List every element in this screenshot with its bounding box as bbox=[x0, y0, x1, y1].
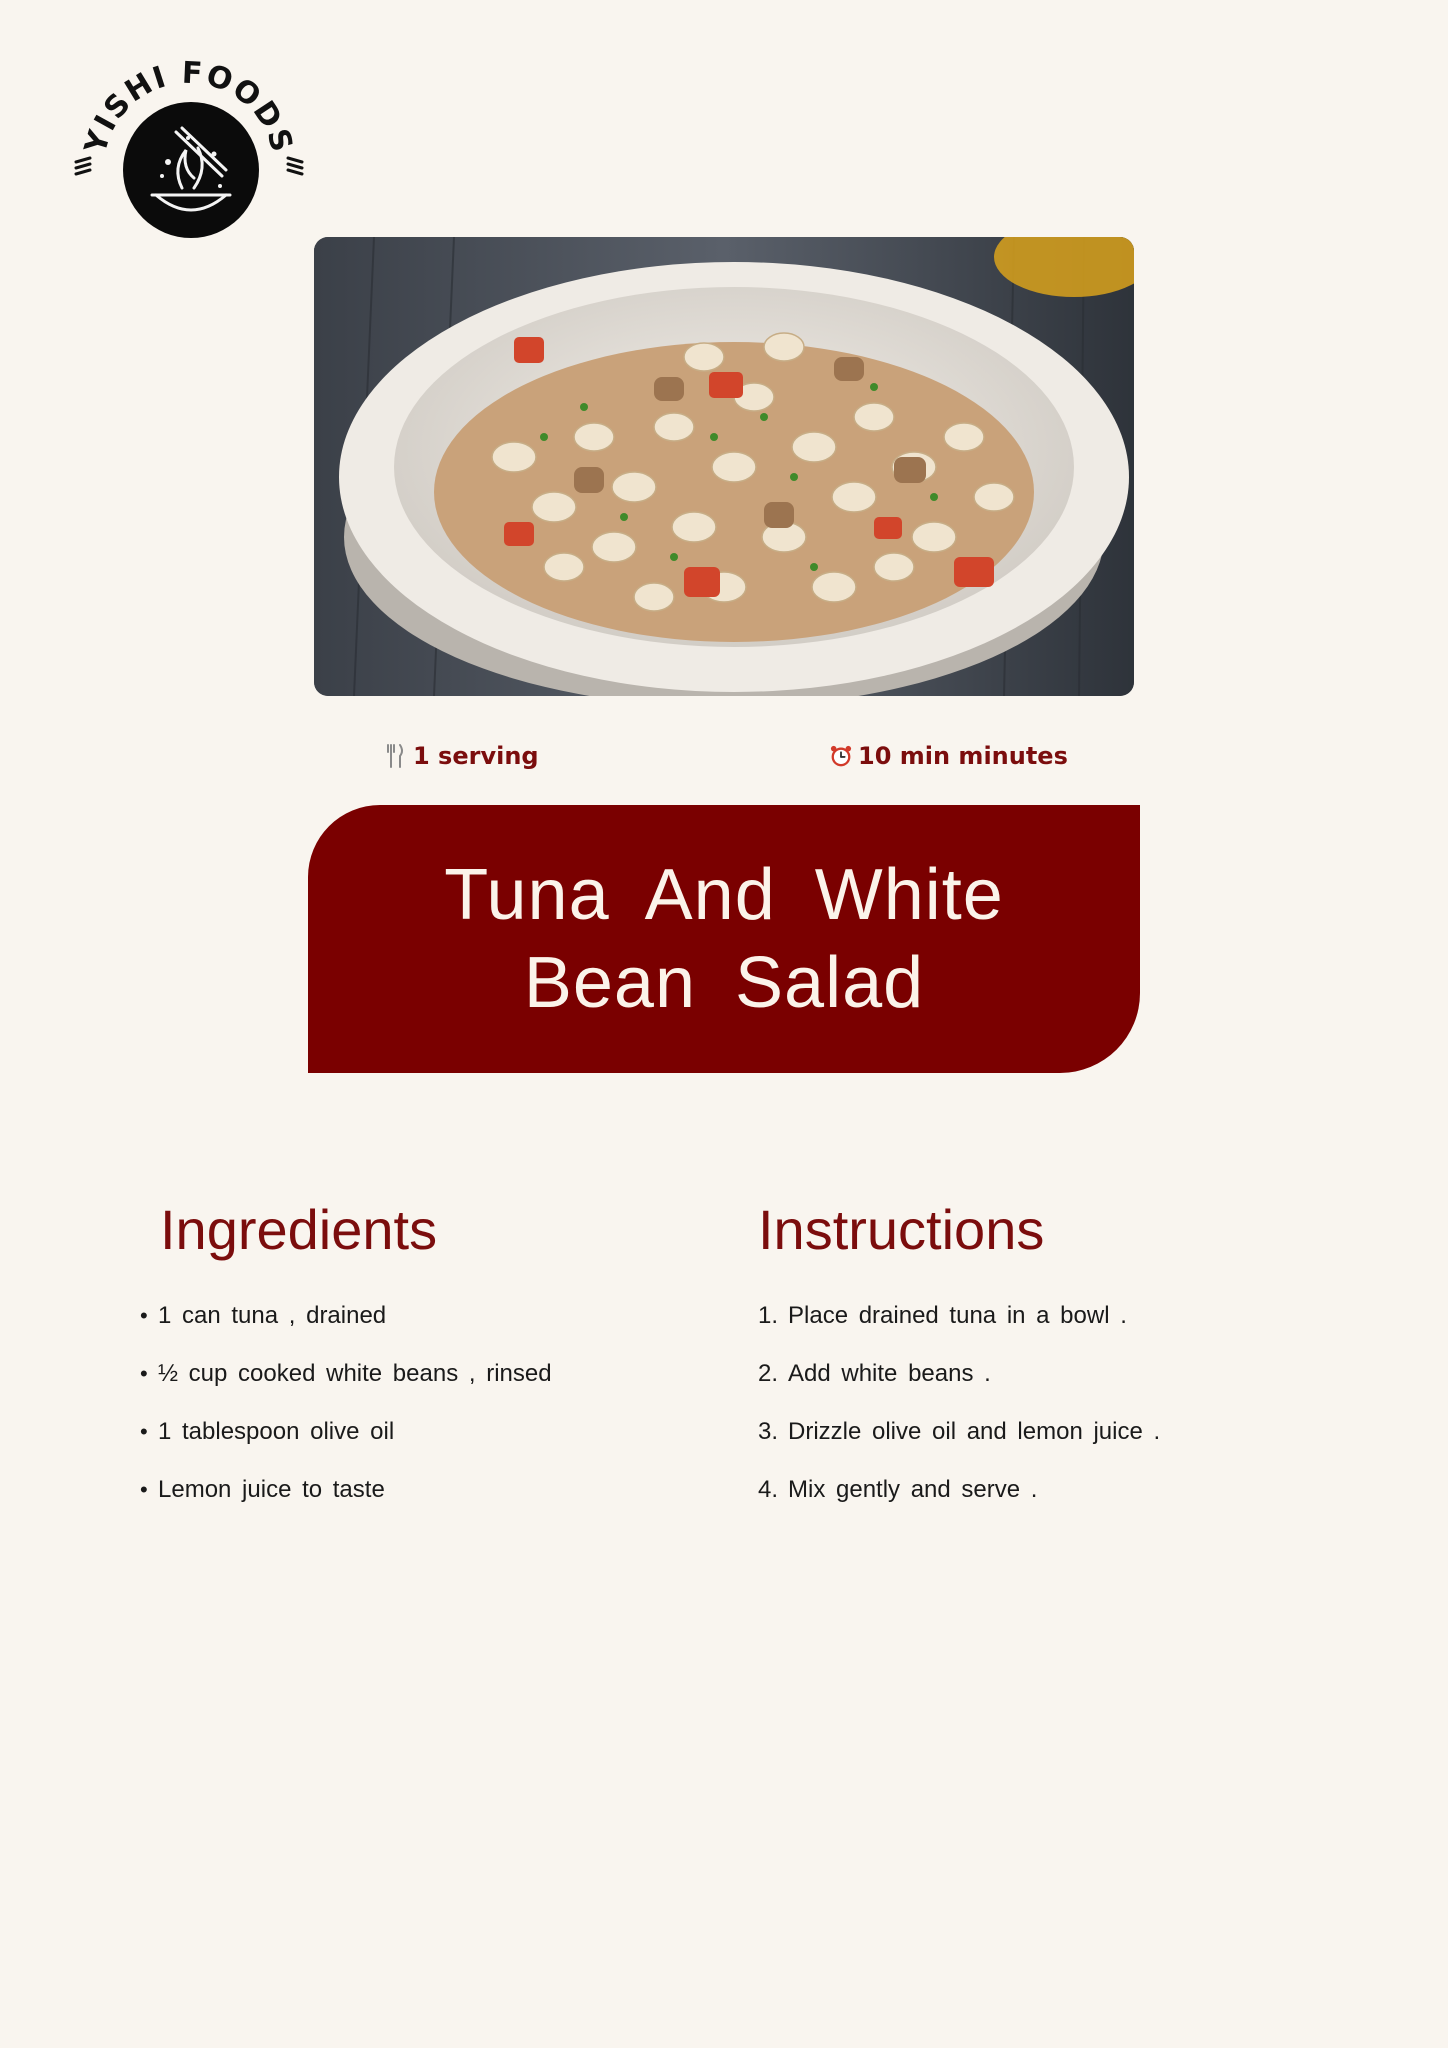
step-number: 3. bbox=[758, 1418, 779, 1445]
servings-text: 1 serving bbox=[413, 742, 539, 770]
step-number: 4. bbox=[758, 1476, 779, 1503]
instruction-step bbox=[758, 1287, 1338, 1345]
ingredient-text: Lemon juice to taste bbox=[158, 1476, 385, 1503]
step-number: 2. bbox=[758, 1360, 779, 1387]
ingredients-list bbox=[140, 1287, 700, 1519]
ingredients-section bbox=[140, 1195, 700, 1519]
servings-info bbox=[385, 742, 539, 770]
bullet: • bbox=[140, 1419, 148, 1444]
recipe-title: Tuna And White Bean Salad bbox=[444, 855, 1004, 1023]
ingredient-text: 1 tablespoon olive oil bbox=[158, 1418, 395, 1445]
instruction-step bbox=[758, 1345, 1338, 1403]
bullet: • bbox=[140, 1361, 148, 1386]
time-text: 10 min minutes bbox=[858, 742, 1068, 770]
step-number: 1. bbox=[758, 1302, 779, 1329]
instruction-step bbox=[758, 1403, 1338, 1461]
step-text: Drizzle olive oil and lemon juice . bbox=[788, 1418, 1161, 1445]
bullet: • bbox=[140, 1303, 148, 1328]
ingredient-text: 1 can tuna , drained bbox=[158, 1302, 387, 1329]
brand-logo bbox=[64, 50, 314, 250]
instructions-list bbox=[758, 1287, 1338, 1519]
bullet: • bbox=[140, 1477, 148, 1502]
instructions-heading: Instructions bbox=[758, 1198, 1045, 1261]
instructions-section bbox=[758, 1195, 1338, 1519]
ingredients-heading: Ingredients bbox=[160, 1198, 438, 1261]
fork-knife-icon bbox=[385, 743, 407, 769]
ingredient-item bbox=[140, 1287, 700, 1345]
ingredient-item bbox=[140, 1345, 700, 1403]
alarm-clock-icon bbox=[830, 743, 852, 769]
step-text: Place drained tuna in a bowl . bbox=[788, 1302, 1127, 1329]
ingredient-item bbox=[140, 1403, 700, 1461]
instruction-step bbox=[758, 1461, 1338, 1519]
time-info bbox=[830, 742, 1068, 770]
step-text: Add white beans . bbox=[788, 1360, 991, 1387]
brand-name: YISHI FOODS bbox=[78, 55, 300, 158]
title-banner bbox=[308, 805, 1140, 1073]
step-text: Mix gently and serve . bbox=[788, 1476, 1038, 1503]
ingredient-text: ½ cup cooked white beans , rinsed bbox=[158, 1360, 552, 1387]
recipe-photo bbox=[314, 237, 1134, 696]
ingredient-item bbox=[140, 1461, 700, 1519]
